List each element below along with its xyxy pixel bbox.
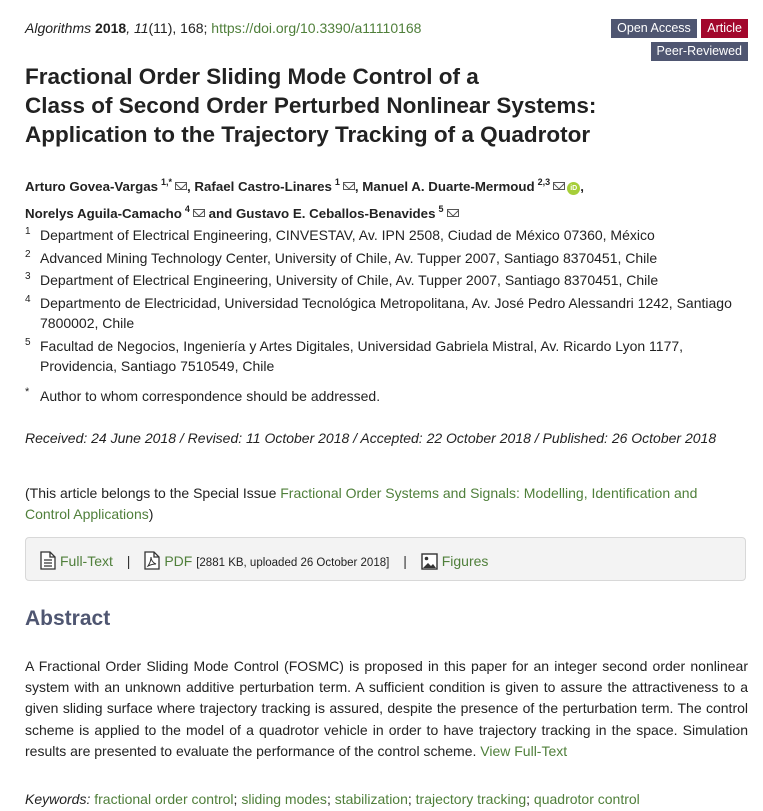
affiliation-item [25,336,745,377]
citation-article: , 168; [172,20,212,36]
pdf-icon[interactable] [144,551,160,573]
affiliation-number: 3 [25,271,31,282]
author-name[interactable]: Arturo Govea-Vargas [25,179,159,194]
author-sup: 2,3 [537,177,551,187]
title-line-2: Class of Second Order Perturbed Nonlinear Systems: [25,93,597,118]
author-sep: and [204,206,236,221]
keyword-link[interactable]: sliding modes [241,791,327,807]
affiliation-item [25,225,745,246]
keyword-link[interactable]: stabilization [334,791,408,807]
mail-icon[interactable] [553,182,565,190]
title-line-1: Fractional Order Sliding Mode Control of a [25,64,479,89]
correspondence-text: Author to whom correspondence should be addressed. [40,388,381,404]
correspondence-mark: * [25,386,30,398]
author-list [25,171,725,225]
affiliation-number: 5 [25,336,31,348]
author-name[interactable]: Norelys Aguila-Camacho [25,206,182,221]
abstract-text [25,656,748,762]
mail-icon[interactable] [193,209,205,217]
keyword-link[interactable]: fractional order control [94,791,234,807]
special-issue-suffix: ) [148,506,154,522]
author-sep: , [187,179,195,194]
affiliation-list [25,225,745,379]
author-sup: 1,* [161,177,173,187]
mail-icon[interactable] [447,209,459,217]
affiliation-text: Department of Electrical Engineering, CINVESTAV, Av. IPN 2508, Ciudad de México 07360, México [40,227,655,243]
figures-icon[interactable] [421,553,438,573]
pdf-link[interactable]: PDF [164,553,193,569]
affiliation-text: Advanced Mining Technology Center, University of Chile, Av. Tupper 2007, Santiago 8370451, Chile [40,249,658,266]
doi-link[interactable]: https://doi.org/10.3390/a11110168 [211,20,422,36]
view-fulltext-link[interactable]: View Full-Text [480,742,568,759]
special-issue-note [25,483,745,525]
separator: | [126,553,131,569]
citation-issue: (11) [148,20,173,36]
author-name[interactable]: Gustavo E. Ceballos-Benavides [235,206,436,221]
affiliation-number: 1 [25,226,31,237]
mail-icon[interactable] [343,182,355,190]
pdf-meta: [2881 KB, uploaded 26 October 2018] [196,557,390,569]
publication-dates: Received: 24 June 2018 / Revised: 11 October 2018 / Accepted: 22 October 2018 / Published: 26 October 2018 [25,430,717,446]
keyword-link[interactable]: trajectory tracking [415,791,527,807]
citation-year: 2018 [95,20,127,36]
article-title [25,62,725,149]
separator: | [403,553,407,569]
download-bar [25,537,746,581]
affiliation-item [25,248,745,269]
figures-link[interactable]: Figures [441,553,489,569]
abstract-body: A Fractional Order Sliding Mode Control (FOSMC) is proposed in this paper for an integer second order nonlinear system with an unknown additive perturbation term. A sufficient condition is given to assure the attractiveness to a given sliding surface where trajectory tracking is assured, despite the presence of the perturbation term. The control scheme is applied to the model of a quadrotor vehicle in order to have trajectory tracking in the space. Simulation results are presented to evaluate the performance of the control scheme. [25,658,748,759]
title-line-3: Application to the Trajectory Tracking of a Quadrotor [25,122,591,147]
affiliation-number: 2 [25,248,31,260]
open-access-badge[interactable]: Open Access [611,19,697,38]
keywords-line: Keywords: fractional order control; sliding modes; stabilization; trajectory tracking; quadrotor control [25,791,640,807]
affiliation-text: Facultad de Negocios, Ingeniería y Artes Digitales, Universidad Gabriela Mistral, Av. Ricardo Lyon 1177, Providencia, Santiago 7510549, Chile [40,337,684,374]
affiliation-text: Departmento de Electricidad, Universidad Tecnológica Metropolitana, Av. José Pedro Alessandri 1242, Santiago 7800002, Chile [40,294,732,331]
orcid-icon[interactable]: iD [567,182,580,195]
journal-name: Algorithms [25,20,92,36]
author-name[interactable]: Rafael Castro-Linares [194,179,332,194]
badge-group [608,19,748,65]
citation-volume: 11 [133,20,149,36]
abstract-heading: Abstract [25,607,111,630]
author-name[interactable]: Manuel A. Duarte-Mermoud [362,179,535,194]
fulltext-link[interactable]: Full-Text [60,553,113,569]
affiliation-text: Department of Electrical Engineering, University of Chile, Av. Tupper 2007, Santiago 8370451, Chile [40,272,659,288]
fulltext-doc-icon[interactable] [40,551,56,573]
author-sup: 1 [334,177,340,187]
citation-line: Algorithms 2018, 11(11), 168; https://doi.org/10.3390/a11110168 [25,20,422,36]
special-issue-link[interactable]: Fractional Order Systems and Signals: Modelling, Identification and Control Applications [25,485,698,522]
affiliation-item [25,293,745,334]
author-sep: , [354,179,363,194]
article-badge: Article [701,19,748,38]
special-issue-prefix: (This article belongs to the Special Issue [25,485,281,501]
author-sup: 5 [438,204,444,214]
correspondence-note [25,388,380,404]
keywords-label: Keywords: [25,791,91,807]
keyword-link[interactable]: quadrotor control [533,791,640,807]
author-sup: 4 [184,204,190,214]
mail-icon[interactable] [175,182,187,190]
affiliation-number: 4 [25,293,31,305]
author-sep: , [580,179,584,194]
peer-reviewed-badge[interactable]: Peer-Reviewed [651,42,748,61]
affiliation-item [25,270,745,291]
